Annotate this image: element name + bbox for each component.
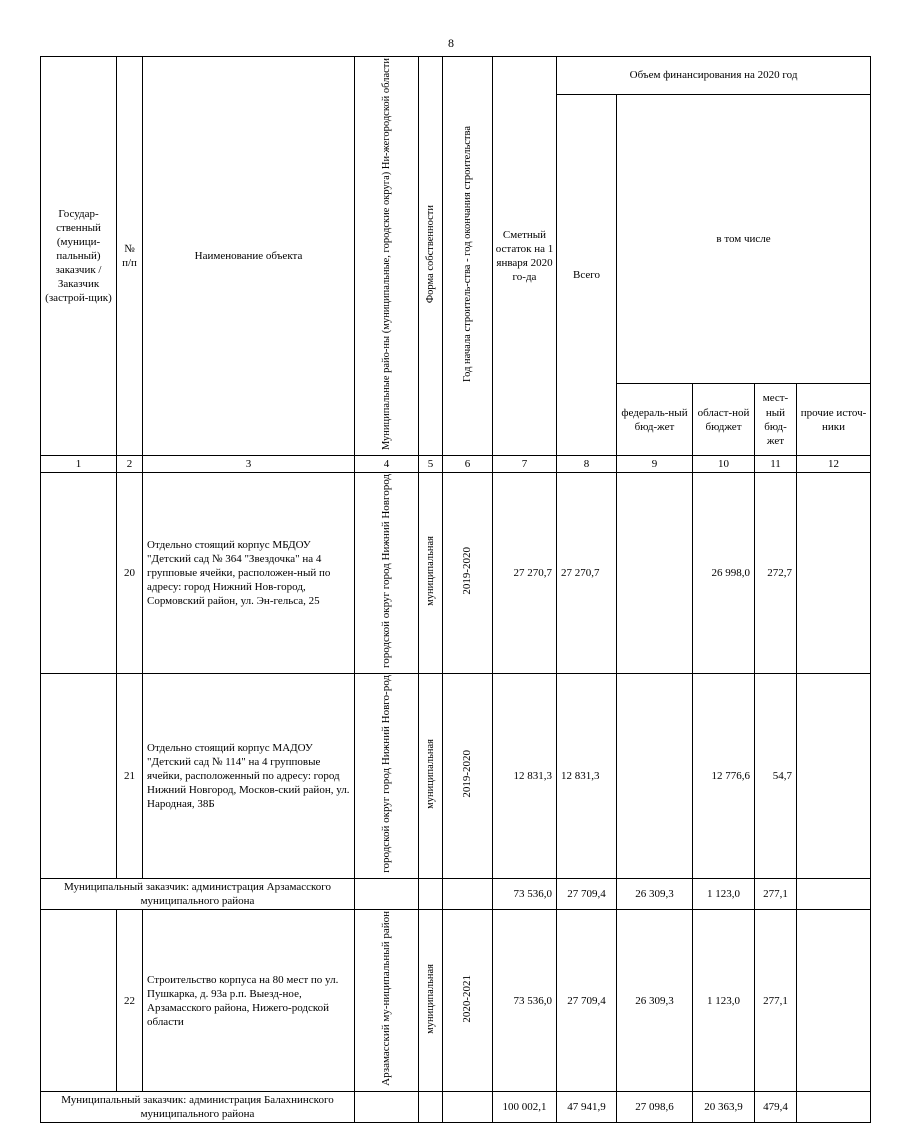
header-ownership-cell	[419, 57, 443, 456]
district: городской округ город Нижний Новго-род	[380, 675, 393, 874]
col-number: 2	[117, 456, 143, 473]
col-number: 9	[617, 456, 693, 473]
total: 27 270,7	[557, 473, 617, 674]
table-row	[41, 674, 871, 879]
header-local: мест-ный бюд-жет	[755, 384, 797, 456]
col-number: 1	[41, 456, 117, 473]
regional: 20 363,9	[693, 1092, 755, 1123]
table-row	[41, 473, 871, 674]
object-name: Строительство корпуса на 80 мест по ул. Пушкарка, д. 93а р.п. Выезд-ное, Арзамасского района, Нижего-родской области	[143, 910, 355, 1092]
row-num: 21	[117, 674, 143, 879]
other	[797, 910, 871, 1092]
col-number: 8	[557, 456, 617, 473]
header-regional: област-ной бюджет	[693, 384, 755, 456]
header-other: прочие источ-ники	[797, 384, 871, 456]
ownership: муниципальная	[424, 536, 436, 607]
object-name: Отдельно стоящий корпус МБДОУ "Детский сад № 364 "Звездочка" на 4 групповые ячейки, расположен-ный по адресу: город Нижний Нов-город, Сормовский район, ул. Эн-гельса, 25	[143, 473, 355, 674]
header-object-name: Наименование объекта	[143, 57, 355, 456]
header-federal: федераль-ный бюд-жет	[617, 384, 693, 456]
balance: 100 002,1	[493, 1092, 557, 1123]
col-number: 6	[443, 456, 493, 473]
header-funding-2020: Объем финансирования на 2020 год	[557, 57, 871, 95]
balance: 12 831,3	[493, 674, 557, 879]
other	[797, 879, 871, 910]
col-number: 12	[797, 456, 871, 473]
district-cell	[355, 674, 419, 879]
row-num: 20	[117, 473, 143, 674]
ownership-cell	[419, 473, 443, 674]
years-cell	[443, 473, 493, 674]
federal: 27 098,6	[617, 1092, 693, 1123]
other	[797, 473, 871, 674]
local: 277,1	[755, 879, 797, 910]
local: 479,4	[755, 1092, 797, 1123]
ownership: муниципальная	[424, 739, 436, 810]
federal	[617, 674, 693, 879]
header-years-cell	[443, 57, 493, 456]
financing-table	[40, 56, 871, 1123]
regional: 26 998,0	[693, 473, 755, 674]
col-number: 11	[755, 456, 797, 473]
header-customer: Государ-ственный (муници-пальный) заказчик / Заказчик (застрой-щик)	[41, 57, 117, 456]
col-number: 3	[143, 456, 355, 473]
district: городской округ город Нижний Новгород	[380, 474, 393, 669]
district-cell	[355, 910, 419, 1092]
balance: 73 536,0	[493, 879, 557, 910]
customer-label: Муниципальный заказчик: администрация Балахнинского муниципального района	[41, 1092, 355, 1123]
years-cell	[443, 910, 493, 1092]
total: 47 941,9	[557, 1092, 617, 1123]
balance: 27 270,7	[493, 473, 557, 674]
total: 27 709,4	[557, 910, 617, 1092]
total: 27 709,4	[557, 879, 617, 910]
ownership-cell	[419, 674, 443, 879]
federal: 26 309,3	[617, 910, 693, 1092]
col-number: 4	[355, 456, 419, 473]
district-cell	[355, 473, 419, 674]
object-name: Отдельно стоящий корпус МАДОУ "Детский сад № 114" на 4 групповые ячейки, расположенный по адресу: город Нижний Новгород, Москов-ский район, ул. Народная, 38Б	[143, 674, 355, 879]
local: 277,1	[755, 910, 797, 1092]
table-row	[41, 910, 871, 1092]
header-total: Всего	[557, 95, 617, 456]
years: 2019-2020	[461, 547, 474, 596]
customer-label: Муниципальный заказчик: администрация Арзамасского муниципального района	[41, 879, 355, 910]
customer-subtotal-row	[41, 879, 871, 910]
header-districts: Муниципальные райо-ны (муниципальные, городские округа) Ни-жегородской области	[380, 58, 392, 451]
years: 2020-2021	[461, 974, 474, 1023]
ownership: муниципальная	[424, 963, 436, 1034]
header-years: Год начала строитель-ства - год окончания строительства	[461, 126, 473, 383]
local: 54,7	[755, 674, 797, 879]
years: 2019-2020	[461, 750, 474, 798]
balance: 73 536,0	[493, 910, 557, 1092]
total: 12 831,3	[557, 674, 617, 879]
header-balance: Сметный остаток на 1 января 2020 го-да	[493, 57, 557, 456]
ownership-cell	[419, 910, 443, 1092]
federal: 26 309,3	[617, 879, 693, 910]
federal	[617, 473, 693, 674]
district: Арзамасский му-ниципальный район	[380, 911, 393, 1087]
header-num: № п/п	[117, 57, 143, 456]
col-number: 7	[493, 456, 557, 473]
other	[797, 1092, 871, 1123]
header-districts-cell	[355, 57, 419, 456]
regional: 1 123,0	[693, 879, 755, 910]
row-num: 22	[117, 910, 143, 1092]
years-cell	[443, 674, 493, 879]
col-number: 10	[693, 456, 755, 473]
col-number: 5	[419, 456, 443, 473]
regional: 1 123,0	[693, 910, 755, 1092]
other	[797, 674, 871, 879]
header-ownership: Форма собственности	[424, 204, 436, 304]
customer-subtotal-row	[41, 1092, 871, 1123]
local: 272,7	[755, 473, 797, 674]
regional: 12 776,6	[693, 674, 755, 879]
header-including: в том числе	[617, 95, 871, 384]
page-number: 8	[448, 36, 454, 50]
